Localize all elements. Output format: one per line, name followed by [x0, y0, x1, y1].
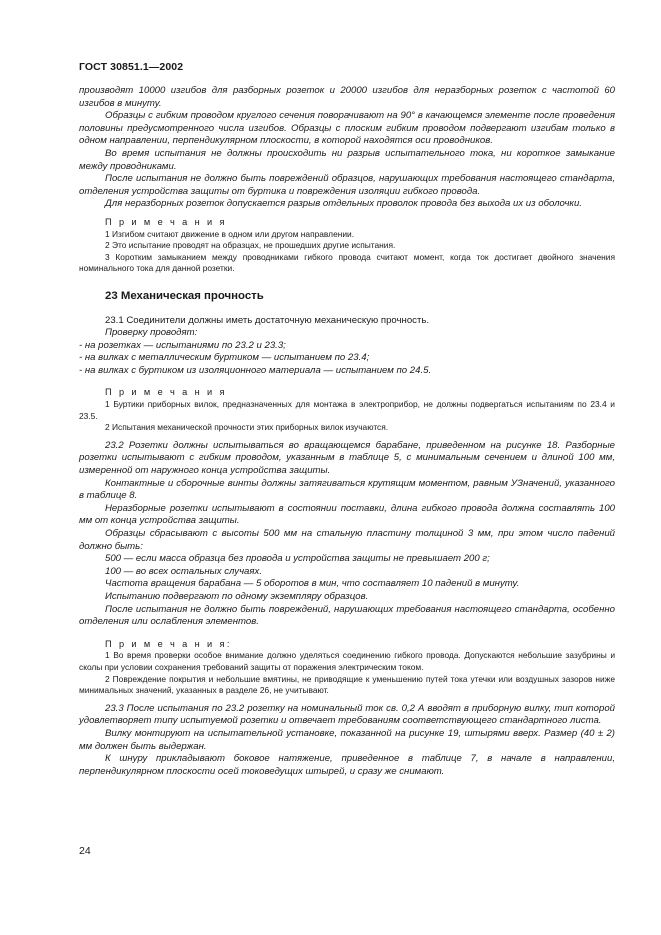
- notes-heading: П р и м е ч а н и я: [105, 387, 227, 398]
- paragraph: Образцы с гибким проводом круглого сечения поворачивают на 90° в качающемся элементе после проведения половины предусмотренного числа изгибов. Образцы с плоским гибким проводом подвергают изгибам только в одном направлении, перпендикулярном плоскости, в которой находятся оси проводников.: [79, 110, 615, 147]
- paragraph: Вилку монтируют на испытательной установке, показанной на рисунке 19, штырями вверх. Размер (40 ± 2) мм должен быть выдержан.: [79, 727, 615, 752]
- paragraph: Испытанию подвергают по одному экземпляру образцов.: [105, 590, 369, 602]
- note-item: 2 Это испытание проводят на образцах, не прошедших другие испытания.: [105, 240, 396, 251]
- note-item: 2 Испытания механической прочности этих приборных вилок изучаются.: [105, 422, 389, 433]
- paragraph: К шнуру прикладывают боковое натяжение, приведенное в таблице 7, в начале в направлении, перпендикулярном плоскости осей токоведущих штырей, и сразу же снимают.: [79, 753, 615, 777]
- paragraph: производят 10000 изгибов для разборных розеток и 20000 изгибов для неразборных розеток с частотой 60 изгибов в минуту.: [79, 85, 615, 109]
- list-item: - на вилках с металлическим буртиком — испытанием по 23.4;: [79, 352, 370, 364]
- paragraph: Неразборные розетки испытывают в состоянии поставки, длина гибкого провода должна составлять 100 мм от конца устройства защиты.: [79, 502, 615, 527]
- note-item: 1 Изгибом считают движение в одном или другом направлении.: [105, 228, 355, 239]
- note-item: 3 Коротким замыканием между проводниками гибкого провода считают момент, когда ток достигает двойного значения номинального тока для данной розетки.: [79, 251, 615, 274]
- note-item: 2 Повреждение покрытия и небольшие вмятины, не приводящие к уменьшению путей тока утечки или воздушных зазоров ниже минимальных значений, указанных в разделе 26, не учитывают.: [79, 673, 615, 696]
- notes-heading: П р и м е ч а н и я: [105, 216, 227, 227]
- document-body: [79, 85, 615, 778]
- list-item: - на вилках с буртиком из изоляционного материала — испытанием по 24.5.: [79, 364, 432, 376]
- paragraph: 23.3 После испытания по 23.2 розетку на номинальный ток св. 0,2 А вводят в приборную вилку, тип которой удовлетворяет типу испытуемой розетки и отвечает требованиям соответствующего стандартного листа.: [79, 702, 615, 727]
- page-number: 24: [79, 845, 91, 857]
- list-item: - на розетках — испытаниями по 23.2 и 23.3;: [79, 339, 286, 351]
- paragraph: Контактные и сборочные винты должны затягиваться крутящим моментом, равным УЗначений, указанного в таблице 8.: [79, 477, 615, 502]
- note-item: 1 Во время проверки особое внимание должно уделяться соединению гибкого провода. Допускаются небольшие зазубрины и сколы при условии сохранения требований защиты от поражения электрическим током.: [79, 650, 615, 672]
- paragraph: 23.2 Розетки должны испытываться во вращающемся барабане, приведенном на рисунке 18. Разборные розетки испытывают с гибким проводом, указанным в таблице 5, с минимальным сечением и длиной 100 мм, измеренной от наружного конца устройства защиты.: [79, 439, 615, 477]
- paragraph: 23.1 Соединители должны иметь достаточную механическую прочность.: [105, 314, 430, 326]
- paragraph: Во время испытания не должны происходить ни разрыв испытательного тока, ни короткое замыкание между проводниками.: [79, 147, 615, 172]
- paragraph: Частота вращения барабана — 5 оборотов в мин, что составляет 10 падений в минуту.: [105, 578, 520, 590]
- paragraph: Для неразборных розеток допускается разрыв отдельных проволок провода без выхода их из оболочки.: [105, 198, 582, 210]
- note-item: 1 Буртики приборных вилок, предназначенных для монтажа в электроприбор, не должны подвергаться испытаниям по 23.4 и 23.5.: [79, 399, 615, 421]
- document-header: ГОСТ 30851.1—2002: [79, 61, 184, 73]
- paragraph: 100 — во всех остальных случаях.: [105, 565, 262, 577]
- paragraph: После испытания не должно быть повреждений, нарушающих требования настоящего стандарта, особенно отделения или ослабления элементов.: [79, 603, 615, 628]
- notes-heading: П р и м е ч а н и я:: [105, 638, 232, 649]
- section-title: 23 Механическая прочность: [105, 289, 264, 302]
- paragraph: Образцы сбрасывают с высоты 500 мм на стальную пластину толщиной 3 мм, при этом число падений должно быть:: [79, 528, 615, 552]
- paragraph: Проверку проводят:: [105, 327, 198, 339]
- paragraph: 500 — если масса образца без провода и устройства защиты не превышает 200 г;: [105, 553, 490, 565]
- paragraph: После испытания не должно быть повреждений образцов, нарушающих требования настоящего стандарта, отделения устройства защиты от буртика и повреждения изоляции гибкого провода.: [79, 173, 615, 197]
